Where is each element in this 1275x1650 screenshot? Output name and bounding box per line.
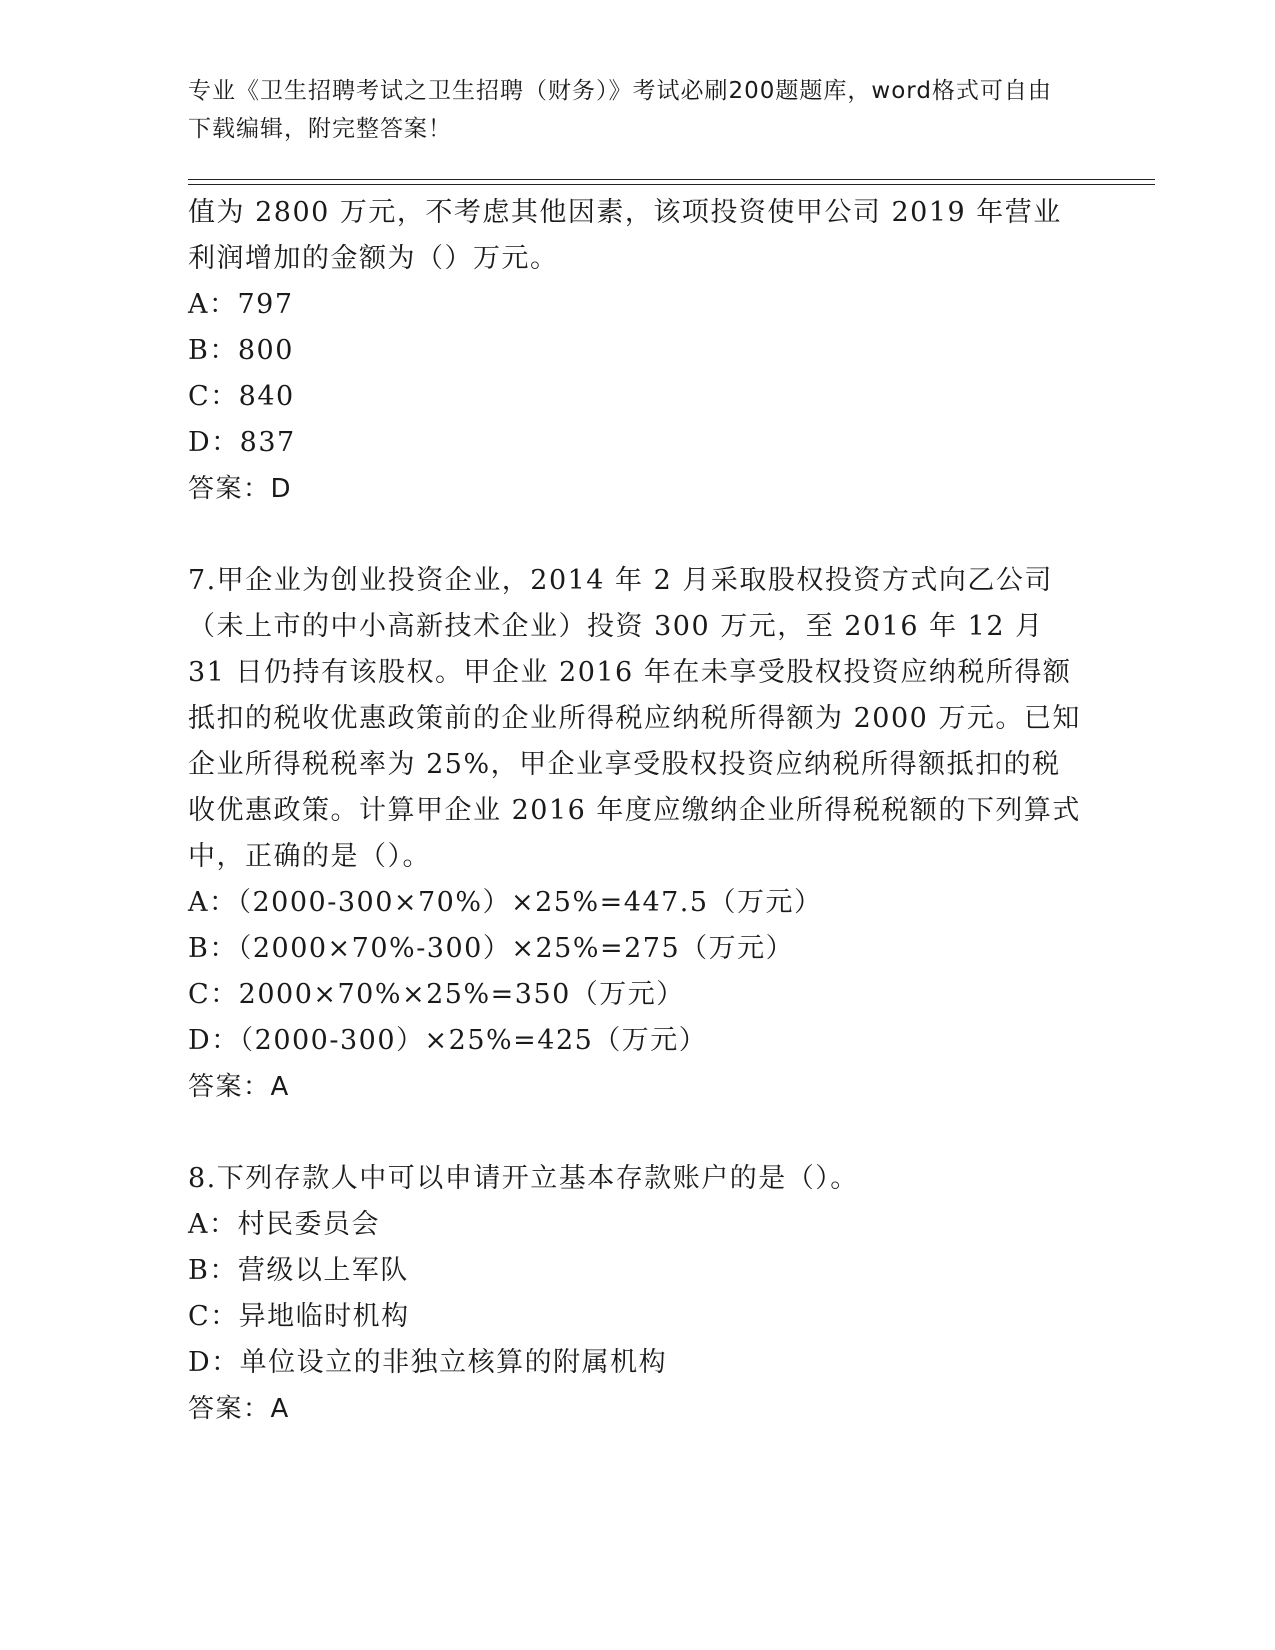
- option-c: C：2000×70%×25%=350（万元）: [188, 979, 685, 1010]
- option-b: B：营级以上军队: [188, 1255, 409, 1286]
- option-b: B：（2000×70%-300）×25%=275（万元）: [188, 933, 795, 964]
- spacer: [188, 1110, 1088, 1156]
- option-c: C：异地临时机构: [188, 1301, 410, 1332]
- document-header: 专业《卫生招聘考试之卫生招聘（财务）》考试必刷200题题库，word格式可自由下载编辑，附完整答案！: [188, 78, 1052, 142]
- answer-line: 答案：A: [188, 1072, 290, 1102]
- option-a: A：（2000-300×70%）×25%=447.5（万元）: [188, 887, 823, 918]
- answer-line: 答案：A: [188, 1394, 290, 1424]
- question-text: 值为 2800 万元，不考虑其他因素，该项投资使甲公司 2019 年营业利润增加的金额为（）万元。: [188, 197, 1062, 274]
- question-text: 8.下列存款人中可以申请开立基本存款账户的是（）。: [188, 1163, 859, 1194]
- header-rule-top: [188, 179, 1155, 180]
- option-d: D：（2000-300）×25%=425（万元）: [188, 1025, 708, 1056]
- answer-line: 答案：D: [188, 474, 293, 504]
- option-d: D：837: [188, 427, 296, 458]
- question-text: 7.甲企业为创业投资企业，2014 年 2 月采取股权投资方式向乙公司（未上市的中小高新技术企业）投资 300 万元，至 2016 年 12 月 31 日仍持有该股权。甲企业 2016 年在未享受股权投资应纳税所得额抵扣的税收优惠政策前的企业所得税应纳税所得额为 2000 万元。已知企业所得税税率为 25%，甲企业享受股权投资应纳税所得额抵扣的税收优惠政策。计算甲企业 2016 年度应缴纳企业所得税税额的下列算式中，正确的是（）。: [188, 565, 1081, 872]
- option-b: B：800: [188, 335, 294, 366]
- option-c: C：840: [188, 381, 295, 412]
- document-body: [188, 190, 1088, 1432]
- question-8: [188, 1156, 1088, 1432]
- spacer: [188, 512, 1088, 558]
- option-a: A：村民委员会: [188, 1209, 380, 1240]
- question-6: [188, 190, 1088, 512]
- option-a: A：797: [188, 289, 294, 320]
- option-d: D：单位设立的非独立核算的附属机构: [188, 1347, 668, 1378]
- header-rule-bottom: [188, 184, 1155, 185]
- question-7: [188, 558, 1088, 1110]
